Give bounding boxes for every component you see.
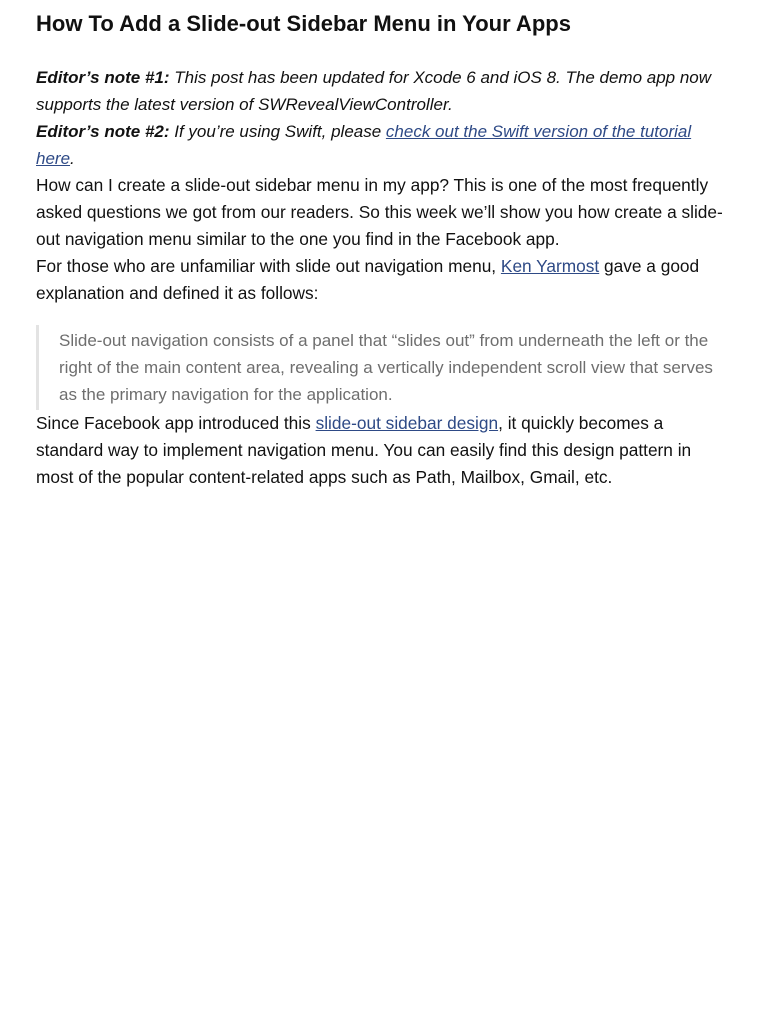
editor-note-2-after: . [70, 149, 75, 168]
editor-note-1 [36, 64, 732, 118]
editor-note-2-label: Editor’s note #2: [36, 122, 170, 141]
sidebar-design-link[interactable]: slide-out sidebar design [315, 413, 499, 433]
paragraph-facebook-after: , it quickly becomes a standard way to implement navigation menu. You can easily find this design pattern in most of the popular content-related apps such as Path, Mailbox, Gmail, etc. [36, 413, 692, 487]
editor-note-1-text: This post has been updated for Xcode 6 and iOS 8. The demo app now supports the latest version of SWRevealViewController. [36, 68, 712, 114]
ken-yarmost-link[interactable]: Ken Yarmost [500, 256, 600, 276]
paragraph-definition-before: For those who are unfamiliar with slide out navigation menu, [36, 256, 501, 276]
editor-note-2 [36, 118, 732, 172]
paragraph-intro: How can I create a slide-out sidebar menu in my app? This is one of the most frequently asked questions we got from our readers. So this week we’ll show you how create a slide-out navigation menu similar to the one you find in the Facebook app. [36, 175, 723, 249]
article [36, 0, 732, 491]
paragraph-definition-after: gave a good explanation and defined it as follows: [36, 256, 700, 303]
paragraph-facebook-before: Since Facebook app introduced this [36, 413, 316, 433]
editor-note-2-text: If you’re using Swift, please [169, 122, 386, 141]
paragraph-facebook [36, 410, 732, 491]
paragraph-definition [36, 253, 732, 307]
article-title: How To Add a Slide-out Sidebar Menu in Your Apps [36, 11, 571, 36]
editor-notes [36, 64, 732, 172]
definition-quote: Slide-out navigation consists of a panel that “slides out” from underneath the left or the right of the main content area, revealing a vertically independent scroll view that serves as the primary navigation for the application. [36, 325, 732, 410]
editor-note-1-label: Editor’s note #1: [36, 68, 170, 87]
swift-tutorial-link[interactable]: check out the Swift version of the tutorial here [36, 122, 692, 168]
